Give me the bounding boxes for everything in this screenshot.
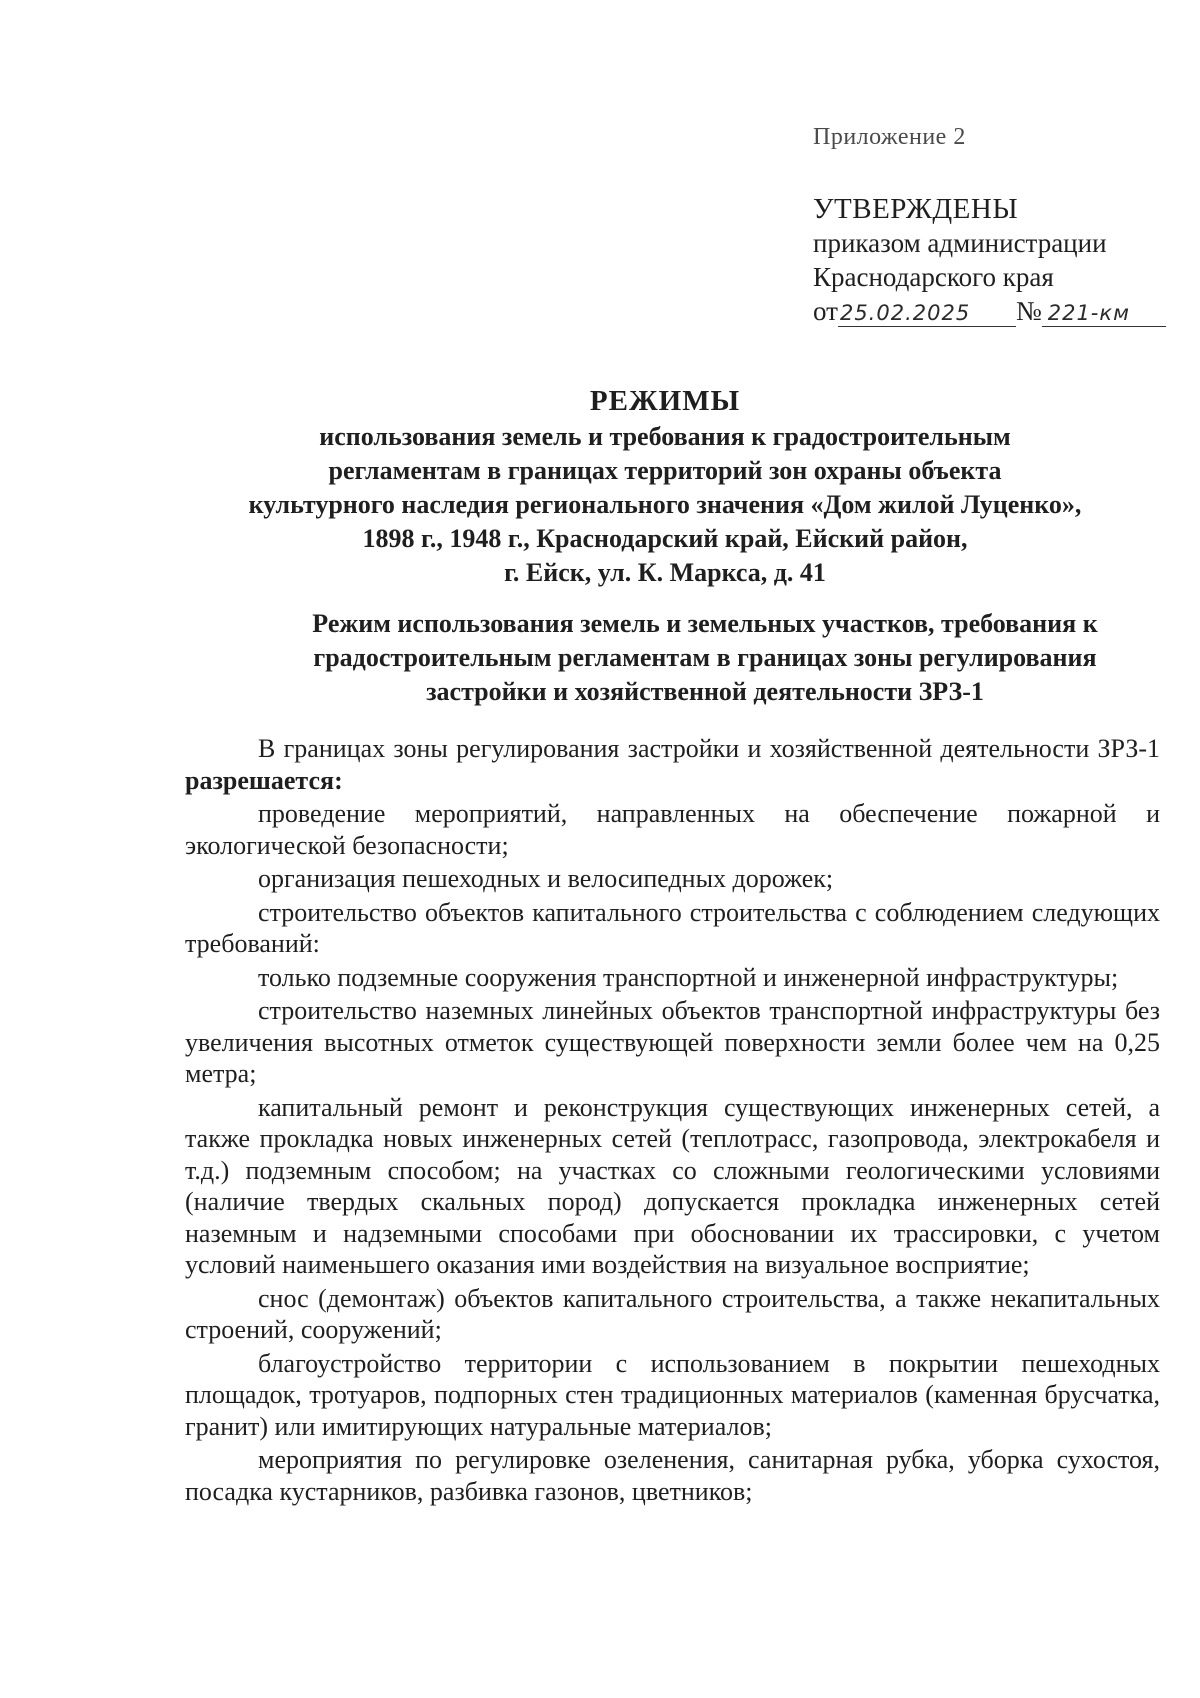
list-item: мероприятия по регулировке озеленения, санитарная рубка, уборка сухостоя, посадка кустарников, разбивка газонов, цветников; xyxy=(185,1445,1160,1506)
document-title xyxy=(185,384,1145,590)
list-item: благоустройство территории с использованием в покрытии пешеходных площадок, тротуаров, подпорных стен традиционных материалов (каменная брусчатка, гранит) или имитирующих натуральные материалов; xyxy=(185,1348,1160,1441)
body-text xyxy=(185,733,1160,1507)
list-item: капитальный ремонт и реконструкция существующих инженерных сетей, а также прокладка новых инженерных сетей (теплотрасс, газопровода, электрокабеля и т.д.) подземным способом; на участках со сложными геологическими условиями (наличие твердых скальных пород) допускается прокладка инженерных сетей наземным и надземными способами при обосновании их трассировки, с учетом условий наименьшего оказания ими воздействия на визуальное восприятие; xyxy=(185,1092,1160,1279)
list-item: снос (демонтаж) объектов капитального строительства, а также некапитальных строений, сооружений; xyxy=(185,1283,1160,1344)
order-issuer-line-2: Краснодарского края xyxy=(813,262,1054,292)
subtitle-line: застройки и хозяйственной деятельности ЗРЗ-1 xyxy=(426,677,984,706)
title-line: г. Ейск, ул. К. Маркса, д. 41 xyxy=(504,558,826,587)
handwritten-date: 25.02.2025 xyxy=(838,300,1016,327)
approved-heading: УТВЕРЖДЕНЫ xyxy=(813,193,1019,225)
approval-block xyxy=(813,120,1173,328)
handwritten-order-number: 221-км xyxy=(1042,300,1166,327)
date-prefix: от xyxy=(813,296,838,326)
list-item: организация пешеходных и велосипедных дорожек; xyxy=(258,864,834,893)
title-line: использования земель и требования к градостроительным xyxy=(319,422,1011,451)
list-item: строительство наземных линейных объектов транспортной инфраструктуры без увеличения высотных отметок существующей поверхности земли более чем на 0,25 метра; xyxy=(185,996,1160,1088)
subtitle-line: Режим использования земель и земельных участков, требования к xyxy=(312,609,1098,638)
title-line: регламентам в границах территорий зон охраны объекта xyxy=(328,456,1002,485)
main-title: РЕЖИМЫ xyxy=(589,385,741,417)
subtitle-line: градостроительным регламентам в границах зоны регулирования xyxy=(313,643,1097,672)
number-prefix: № xyxy=(1015,296,1042,326)
order-issuer-line-1: приказом администрации xyxy=(813,228,1107,258)
section-subtitle xyxy=(265,607,1145,709)
appendix-label: Приложение 2 xyxy=(813,124,966,150)
list-item: проведение мероприятий, направленных на обеспечение пожарной и экологической безопасности; xyxy=(185,799,1160,860)
intro-bold: разрешается: xyxy=(185,765,343,795)
list-item: только подземные сооружения транспортной и инженерной инфраструктуры; xyxy=(258,962,1119,992)
list-item: строительство объектов капитального строительства с соблюдением следующих требований: xyxy=(185,897,1160,958)
title-line: культурного наследия регионального значения «Дом жилой Луценко», xyxy=(248,490,1082,519)
intro-paragraph xyxy=(185,733,1160,796)
intro-text: В границах зоны регулирования застройки и хозяйственной деятельности ЗРЗ-1 xyxy=(258,734,1160,763)
title-line: 1898 г., 1948 г., Краснодарский край, Ейский район, xyxy=(362,524,968,553)
order-date-number-line xyxy=(813,294,1173,328)
